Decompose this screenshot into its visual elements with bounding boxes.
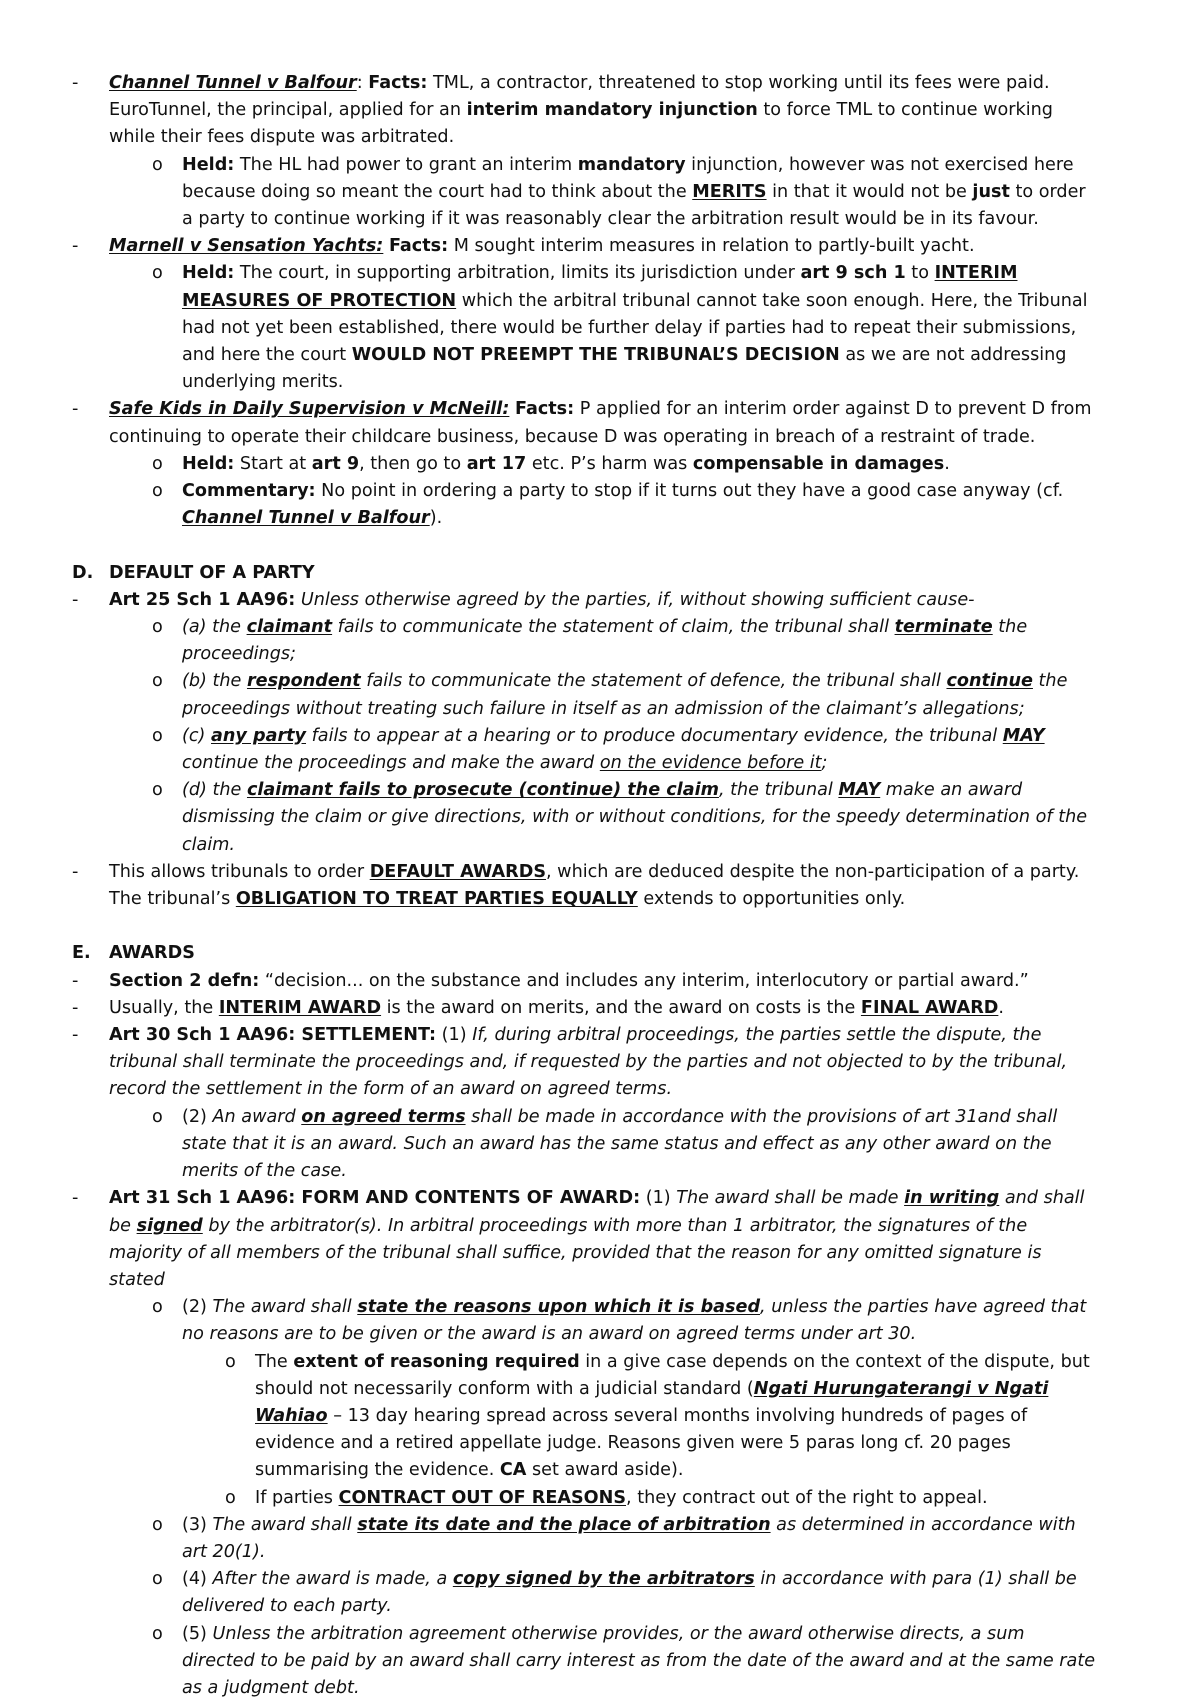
text-run: Channel Tunnel v Balfour [109, 73, 357, 93]
text-run: continue [946, 671, 1033, 692]
bullet-marker: - [72, 73, 79, 93]
text-run: interim mandatory injunction [466, 100, 758, 121]
item-text [182, 671, 1067, 718]
sub-bullet-item [72, 777, 1100, 859]
section-letter: E. [72, 943, 91, 964]
text-run: in a give case depends on the context of the dispute, but should not necessarily conform with a judicial standard ( [255, 1351, 1090, 1399]
bullet-marker: o [152, 780, 163, 801]
text-run: DEFAULT AWARDS [369, 861, 546, 882]
text-run: as determined in accordance with art 20(1). [182, 1514, 1076, 1562]
text-run: Marnell v Sensation Yachts: [109, 236, 384, 257]
bullet-marker: - [72, 970, 79, 991]
text-run: (c) [182, 725, 211, 746]
dash-bullet-item [72, 1185, 1100, 1294]
text-run: AWARDS [109, 943, 195, 964]
text-run: Art 30 Sch 1 AA96: SETTLEMENT: [109, 1025, 437, 1046]
text-run: Unless the arbitration agreement otherwise provides, or the award otherwise directs, a sum directed to be paid by an award shall carry interest as from the date of the award and at the same rate as a judgment debt. [182, 1623, 1096, 1698]
item-text [182, 780, 1087, 854]
text-run: , they contract out of the right to appeal. [626, 1487, 988, 1508]
text-run: Held: [182, 453, 235, 474]
sub-bullet-item [72, 1566, 1100, 1620]
text-run: (b) the [182, 671, 247, 692]
text-run: (2) [182, 1297, 213, 1318]
bullet-marker: o [152, 453, 163, 474]
sub-bullet-item [72, 668, 1100, 722]
item-text [182, 155, 1086, 229]
bullet-marker: - [72, 399, 79, 420]
text-run: MAY [1002, 725, 1045, 746]
text-run: WOULD NOT PREEMPT THE TRIBUNAL’S DECISION [351, 345, 840, 366]
text-run: Start at [234, 453, 312, 474]
item-text [109, 1025, 1067, 1099]
text-run: injunction, however was not exercised here because doing so meant the court had to think about the [182, 154, 1074, 202]
text-run: No point in ordering a party to stop if it turns out they have a good case anyway (cf. [315, 481, 1064, 502]
text-run: Facts: [514, 399, 575, 420]
text-run: MERITS [692, 181, 767, 202]
sub-bullet-item [72, 451, 1100, 478]
text-run: any party [211, 725, 307, 746]
bullet-marker: o [152, 1514, 163, 1535]
bullet-marker: o [152, 617, 163, 638]
text-run: is the award on merits, and the award on costs is the [381, 997, 861, 1018]
bullet-marker: o [152, 671, 163, 692]
bullet-marker: o [152, 1569, 163, 1590]
text-run: Commentary: [182, 481, 316, 502]
text-run: which the arbitral tribunal cannot take soon enough. Here, the Tribunal had not yet been established, there would be further delay if parties had to repeat their submissions, and here the court [182, 290, 1088, 366]
text-run: The [255, 1351, 294, 1372]
bullet-marker: o [152, 725, 163, 746]
text-run: – 13 day hearing spread across several months involving hundreds of pages of evidence and a retired appellate judge. Reasons given were 5 paras long cf. 20 pages summarising the evidence. [255, 1405, 1028, 1481]
bullet-marker: - [72, 997, 79, 1018]
text-run: CA [499, 1460, 527, 1481]
dash-bullet-item [72, 1022, 1100, 1104]
text-run: in that it would not be [766, 181, 973, 202]
text-run: Held: [182, 154, 235, 175]
text-run: If, during arbitral proceedings, the parties settle the dispute, the tribunal shall terminate the proceedings and, if requested by the parties and not objected to by the tribunal, record the settlement in the form of an award on agreed terms. [109, 1025, 1068, 1100]
bullet-marker: - [72, 861, 79, 882]
text-run: This allows tribunals to order [109, 861, 370, 882]
text-run: (d) the [182, 780, 247, 801]
dash-bullet-item [72, 587, 1100, 614]
sub-sub-bullet-item [72, 1349, 1100, 1485]
text-run: state its date and the place of arbitration [357, 1514, 771, 1535]
sub-bullet-item [72, 1294, 1100, 1348]
bullet-marker: o [152, 481, 163, 502]
text-run: signed [136, 1215, 203, 1236]
section-letter: D. [72, 562, 94, 583]
text-run: compensable in damages [692, 453, 945, 474]
item-text [182, 1297, 1086, 1344]
sub-bullet-item [72, 614, 1100, 668]
text-run: respondent [246, 671, 361, 692]
text-run: FINAL AWARD [860, 997, 999, 1018]
text-run: After the award is made, a [212, 1569, 453, 1590]
sub-bullet-item [72, 1104, 1100, 1186]
text-run: INTERIM MEASURES OF PROTECTION [182, 263, 1018, 311]
text-run: extends to opportunities only. [637, 889, 906, 910]
text-run: . [998, 997, 1004, 1018]
text-run: MAY [838, 780, 881, 801]
text-run: etc. P’s harm was [526, 453, 693, 474]
bullet-marker: - [72, 1188, 79, 1209]
dash-bullet-item [72, 396, 1100, 450]
item-text [109, 1188, 1084, 1290]
text-run: to force TML to continue working while their fees dispute was arbitrated. [109, 100, 1053, 148]
bullet-marker: - [72, 1025, 79, 1046]
text-run: ). [429, 508, 443, 529]
sub-sub-bullet-item [72, 1485, 1100, 1512]
text-run: set award aside). [526, 1460, 684, 1481]
text-run: fails to communicate the statement of defence, the tribunal shall [360, 671, 947, 692]
text-run: DEFAULT OF A PARTY [109, 562, 315, 583]
dash-bullet-item [72, 70, 1100, 152]
text-run: as we are not addressing underlying merits. [182, 345, 1067, 393]
sub-bullet-item [72, 260, 1100, 396]
item-text [109, 236, 975, 256]
text-run: Facts: [388, 236, 449, 257]
text-run: by the arbitrator(s). In arbitral proceedings with more than 1 arbitrator, the signatures of the majority of all members of the tribunal shall suffice, provided that the reason for any omitted signature is stated [109, 1215, 1042, 1290]
item-text [109, 399, 1092, 446]
item-text [182, 1107, 1057, 1181]
dash-bullet-item [72, 859, 1100, 913]
item-text [255, 1488, 988, 1508]
item-text [109, 971, 1029, 991]
item-text [109, 590, 975, 610]
text-run: terminate [894, 617, 993, 638]
dash-bullet-item [72, 995, 1100, 1022]
text-run: Safe Kids in Daily Supervision v McNeill: [109, 399, 510, 420]
item-text [182, 263, 1088, 392]
text-run: , the tribunal [718, 780, 839, 801]
dash-bullet-item [72, 233, 1100, 260]
text-run: (5) [182, 1623, 213, 1644]
text-run: , then go to [359, 453, 467, 474]
item-text [255, 1352, 1090, 1481]
text-run: on the evidence before it [599, 753, 822, 774]
text-run: Channel Tunnel v Balfour [182, 508, 430, 529]
item-text [109, 563, 315, 583]
text-run: The award shall [212, 1514, 358, 1535]
item-text [109, 73, 1053, 147]
text-run: the proceedings; [182, 617, 1028, 665]
item-text [109, 862, 1079, 909]
text-run: continue the proceedings and make the award [182, 753, 600, 774]
text-run: in accordance with para (1) shall be delivered to each party. [182, 1569, 1077, 1617]
text-run: Section 2 defn: [109, 970, 260, 991]
text-run: fails to communicate the statement of claim, the tribunal shall [332, 617, 895, 638]
text-run: , unless the parties have agreed that no reasons are to be given or the award is an award on agreed terms under art 30. [182, 1297, 1087, 1345]
item-text [109, 943, 195, 963]
text-run: claimant [246, 617, 333, 638]
text-run: and shall be [109, 1188, 1085, 1236]
section-heading [72, 940, 1100, 967]
text-run: on agreed terms [301, 1106, 466, 1127]
text-run: (2) [182, 1106, 213, 1127]
text-run: state the reasons upon which it is based [357, 1297, 761, 1318]
bullet-marker: o [152, 154, 163, 175]
text-run: art 17 [466, 453, 527, 474]
text-run: TML, a contractor, threatened to stop working until its fees were paid. EuroTunnel, the principal, applied for an [109, 73, 1050, 121]
text-run: claimant fails to prosecute (continue) the claim [246, 780, 719, 801]
text-run: Art 25 Sch 1 AA96: [109, 589, 296, 610]
text-run: . [944, 453, 950, 474]
dash-bullet-item [72, 968, 1100, 995]
text-run: to [905, 263, 935, 284]
text-run: to order a party to continue working if it was reasonably clear the arbitration result would be in its favour. [182, 181, 1086, 230]
item-text [182, 454, 950, 474]
text-run: fails to appear at a hearing or to produce documentary evidence, the tribunal [306, 725, 1003, 746]
bullet-marker: o [225, 1351, 236, 1372]
text-run: Ngati Hurungaterangi v Ngati Wahiao [255, 1378, 1049, 1426]
text-run: mandatory [577, 154, 686, 175]
item-text [182, 726, 1045, 773]
item-text [182, 1569, 1077, 1616]
section-heading [72, 560, 1100, 587]
bullet-marker: o [152, 1106, 163, 1127]
item-text [182, 1515, 1076, 1562]
text-run: The award shall [212, 1297, 358, 1318]
bullet-marker: o [152, 1623, 163, 1644]
bullet-marker: o [225, 1487, 236, 1508]
text-run: (4) [182, 1569, 213, 1590]
bullet-marker: o [152, 1297, 163, 1318]
text-run: P applied for an interim order against D to prevent D from continuing to operate their childcare business, because D was operating in breach of a restraint of trade. [109, 399, 1092, 447]
text-run: make an award dismissing the claim or give directions, with or without conditions, for the speedy determination of the claim. [182, 780, 1088, 855]
sub-bullet-item [72, 152, 1100, 234]
text-run: (1) [436, 1025, 473, 1046]
item-text [182, 1624, 1095, 1698]
bullet-marker: - [72, 589, 79, 610]
item-text [182, 617, 1027, 664]
text-run: shall be made in accordance with the provisions of art 31and shall state that it is an award. Such an award has the same status and effect as any other award on the merits of the case. [182, 1106, 1058, 1182]
text-run: The court, in supporting arbitration, limits its jurisdiction under [234, 263, 801, 284]
text-run: CONTRACT OUT OF REASONS [338, 1487, 627, 1508]
bullet-marker: o [152, 263, 163, 284]
text-run: Unless otherwise agreed by the parties, if, without showing sufficient cause- [295, 589, 975, 610]
text-run: (3) [182, 1514, 213, 1535]
text-run: “decision... on the substance and includes any interim, interlocutory or partial award.” [259, 970, 1029, 991]
text-run: copy signed by the arbitrators [452, 1569, 755, 1590]
text-run: The HL had power to grant an interim [234, 154, 578, 175]
text-run: art 9 sch 1 [800, 263, 906, 284]
sub-bullet-item [72, 1512, 1100, 1566]
sub-bullet-item [72, 478, 1100, 532]
text-run: : [356, 73, 369, 93]
text-run: Held: [182, 263, 235, 284]
text-run: M sought interim measures in relation to partly-built yacht. [448, 236, 975, 257]
text-run: An award [212, 1106, 302, 1127]
text-run: If parties [255, 1487, 339, 1508]
text-run: (1) [640, 1188, 677, 1209]
text-run: in writing [904, 1188, 1000, 1209]
text-run: , which are deduced despite the non-participation of a party. The tribunal’s [109, 861, 1080, 910]
text-run: Art 31 Sch 1 AA96: FORM AND CONTENTS OF AWARD: [109, 1188, 641, 1209]
text-run: INTERIM AWARD [218, 997, 382, 1018]
sub-bullet-item [72, 723, 1100, 777]
text-run: OBLIGATION TO TREAT PARTIES EQUALLY [235, 889, 638, 910]
sub-bullet-item [72, 1621, 1100, 1702]
text-run: the proceedings without treating such failure in itself as an admission of the claimant’s allegations; [182, 671, 1068, 719]
bullet-marker: - [72, 236, 79, 257]
item-text [182, 481, 1063, 528]
item-text [109, 998, 1004, 1018]
text-run: extent of reasoning required [293, 1351, 580, 1372]
text-run: art 9 [311, 453, 360, 474]
text-run: ; [821, 753, 828, 774]
text-run: (a) the [182, 617, 247, 638]
text-run: The award shall be made [676, 1188, 905, 1209]
text-run: just [972, 181, 1010, 202]
text-run: Usually, the [109, 997, 219, 1018]
text-run: Facts: [368, 73, 428, 93]
